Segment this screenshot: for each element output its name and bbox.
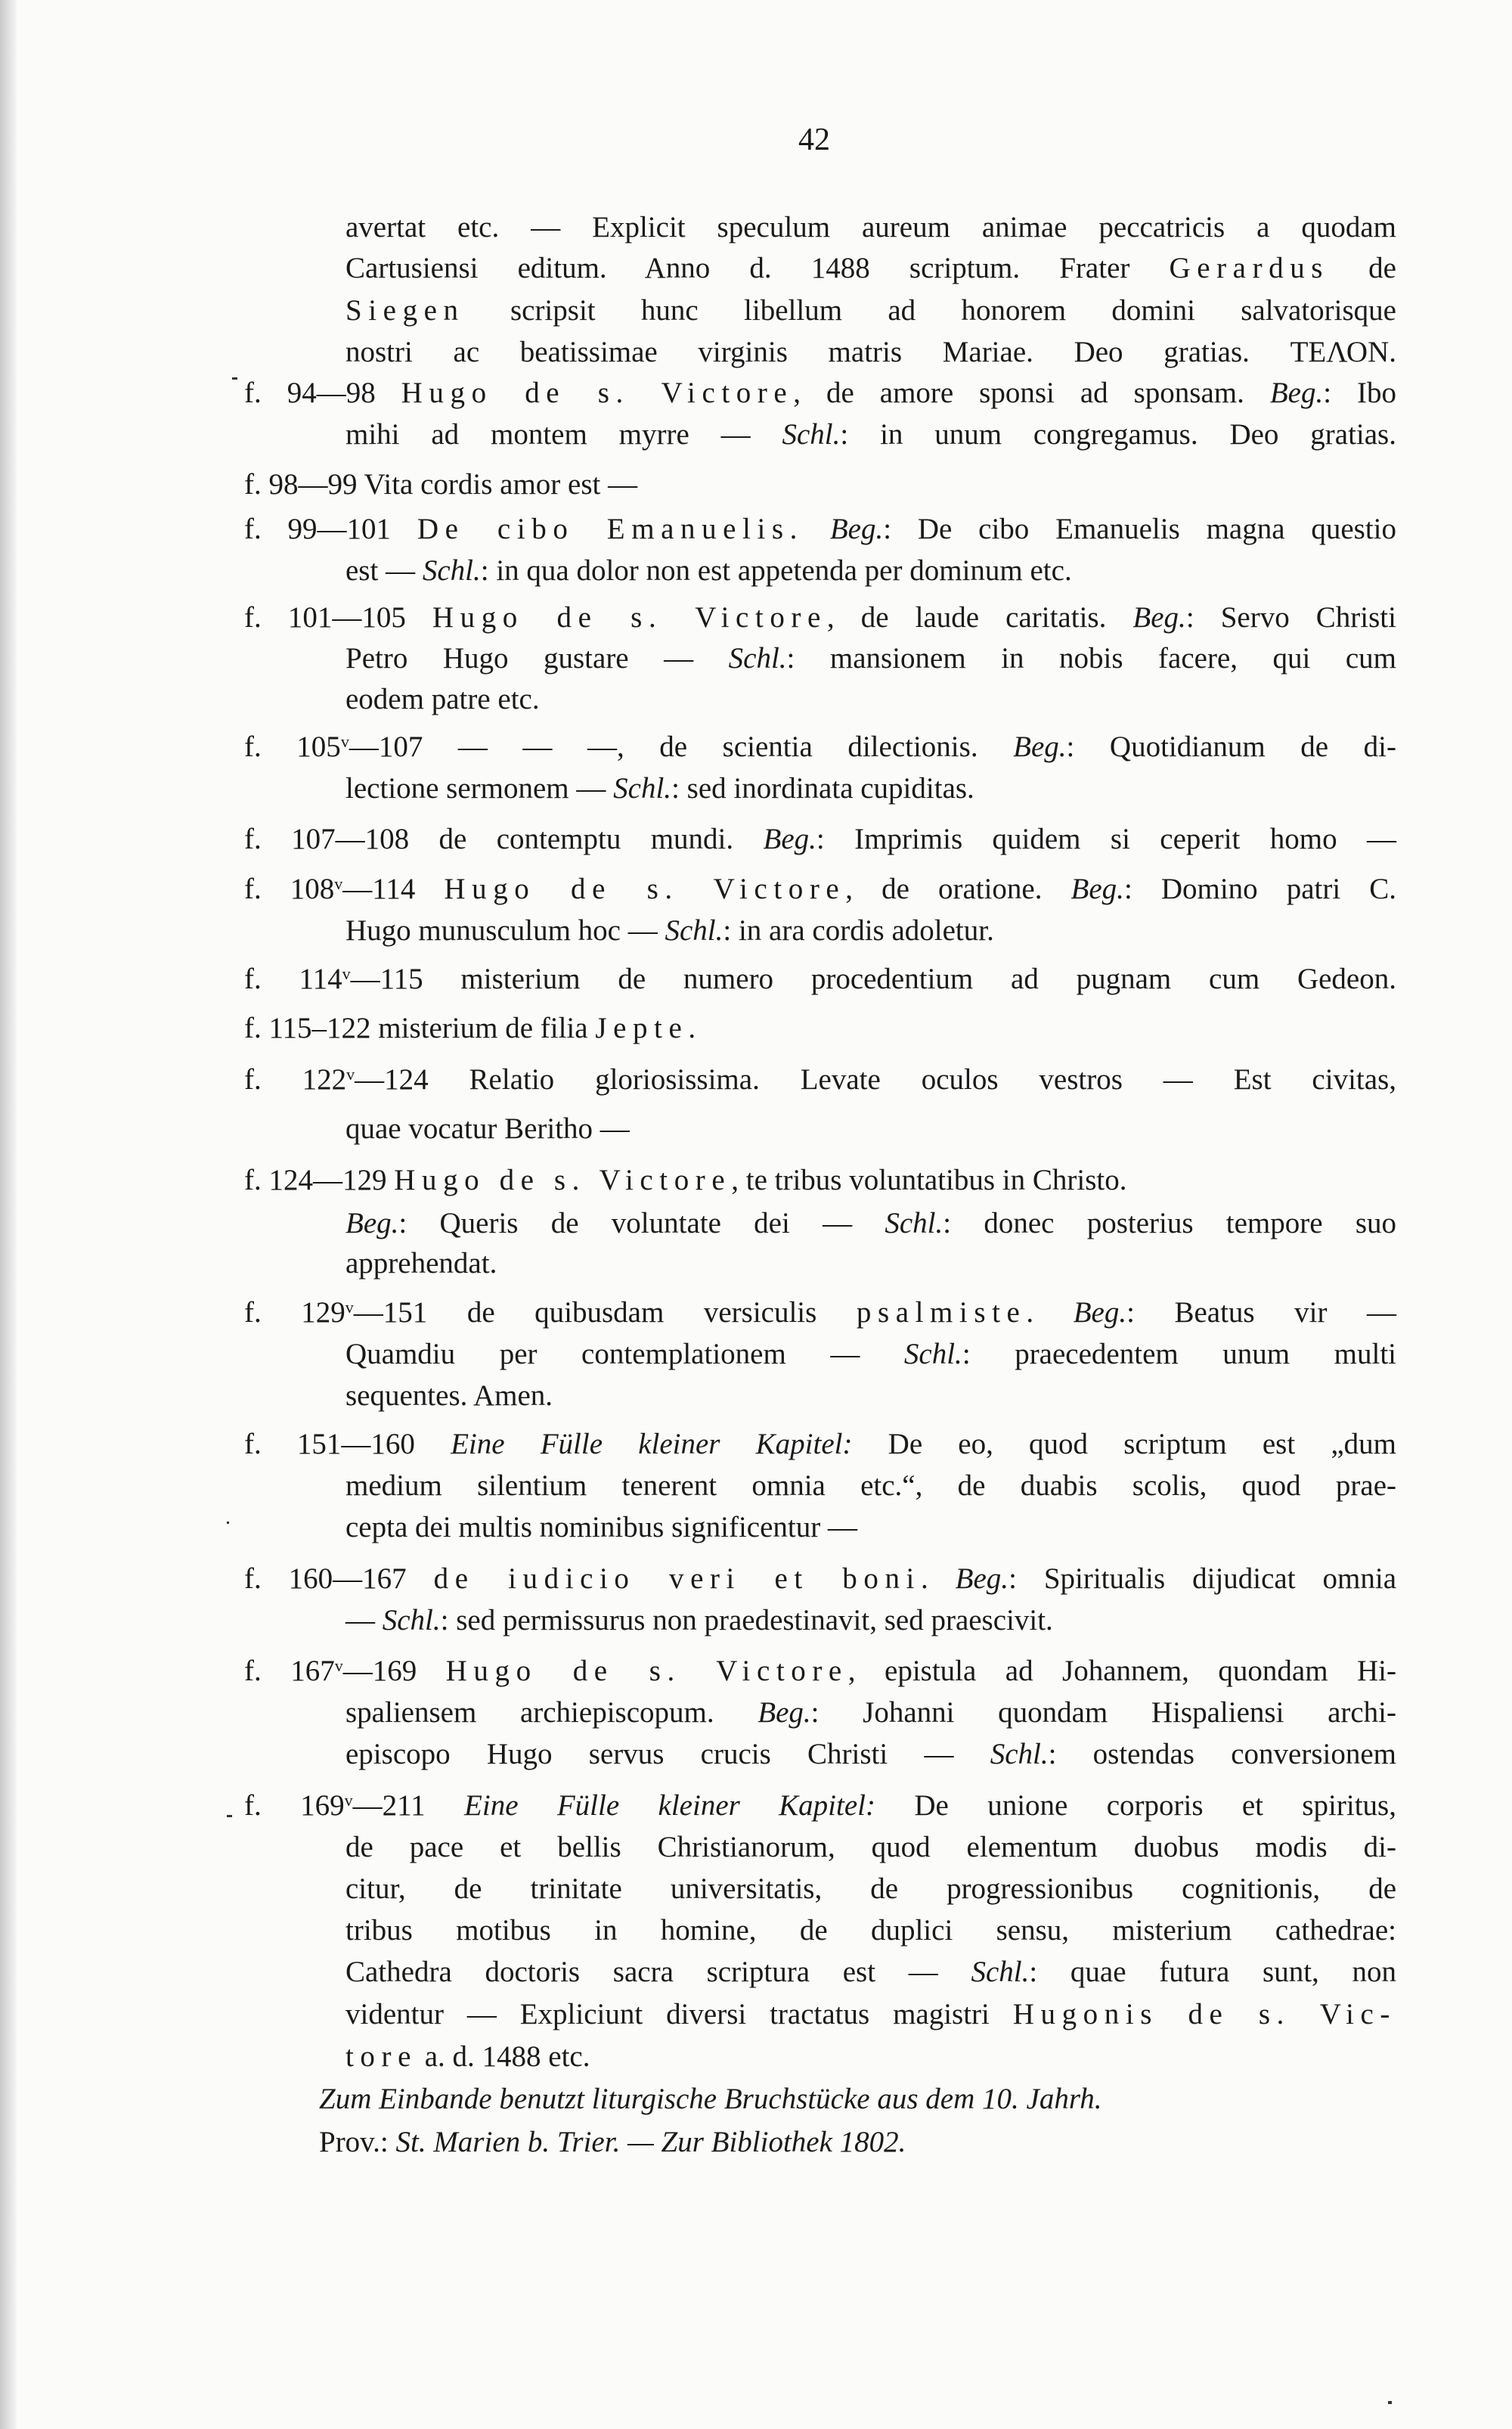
italic-abbreviation: Schl. (728, 642, 787, 675)
text-run: Quamdiu per contemplationem — (345, 1338, 904, 1370)
text-run: —211 (352, 1789, 465, 1822)
text-run: —115 misterium de numero procedentium ad pugnam cum Gedeon. (350, 963, 1396, 995)
text-run (804, 513, 830, 545)
text-run: : quae futura sunt, non (1029, 1956, 1396, 1988)
entry-first-line (244, 870, 1396, 909)
text-run: , de amore sponsi ad sponsam. (793, 377, 1270, 409)
entry-continuation-line (345, 291, 1396, 330)
text-run: : mansionem in nobis facere, qui cum (786, 642, 1397, 675)
text-run: tribus motibus in homine, de duplici sensu, misterium cathedrae: (345, 1914, 1396, 1947)
scan-speck (1388, 2401, 1392, 2404)
text-run: : sed permissurus non praedestinavit, sed praescivit. (440, 1604, 1053, 1636)
text-run: f. 101—105 (244, 601, 432, 634)
italic-abbreviation: Schl. (971, 1956, 1030, 1988)
text-run: : ostendas conversionem (1048, 1738, 1396, 1770)
entry-continuation-line (345, 911, 1396, 951)
text-run: : De cibo Emanuelis magna questio (883, 513, 1397, 545)
entry-continuation-line (345, 1376, 1396, 1416)
scan-speck (232, 377, 237, 380)
italic-abbreviation: Beg. (1132, 601, 1186, 634)
verso-mark: v (340, 732, 349, 751)
text-run: f. 124—129 (244, 1164, 395, 1196)
text-run: Cathedra doctoris sacra scriptura est — (345, 1956, 971, 1988)
text-run: . (1026, 1296, 1074, 1329)
entry-first-line (244, 960, 1396, 999)
entry-continuation-line (345, 1244, 1396, 1283)
entry-continuation-line (345, 1735, 1396, 1774)
text-run: Hugo munusculum hoc — (345, 914, 665, 947)
text-run: Cartusiensi editum. Anno d. 1488 scriptum. Frater (345, 252, 1170, 284)
entry-first-line (244, 820, 1396, 859)
entry-first-line (244, 510, 1396, 549)
spaced-name: psalmiste (856, 1296, 1027, 1329)
text-run: de pace et bellis Christianorum, quod elementum duobus modis di- (345, 1831, 1396, 1863)
text-run: : Johanni quondam Hispaliensi archi- (810, 1696, 1396, 1729)
text-run: f. 99—101 (244, 513, 417, 545)
entry-continuation-line (345, 415, 1396, 454)
italic-abbreviation: Schl. (903, 1338, 962, 1370)
spaced-name: De cibo Emanuelis. (417, 513, 804, 545)
entry-continuation-line (345, 1466, 1396, 1506)
entry-first-line (244, 1161, 1396, 1200)
text-run: De eo, quod scriptum est „dum (852, 1428, 1396, 1460)
text-run: medium silentium tenerent omnia etc.“, de duabis scolis, quod prae- (345, 1469, 1396, 1502)
text-run: . (920, 1562, 956, 1595)
verso-mark: v (334, 874, 343, 893)
text-run: sequentes. Amen. (345, 1379, 553, 1412)
text-run: : sed inordinata cupiditas. (671, 772, 974, 805)
text-run: eodem patre etc. (345, 683, 540, 715)
verso-mark: v (334, 1656, 343, 1675)
text-run: , te tribus voluntatibus in Christo. (731, 1164, 1127, 1196)
text-run: a. d. 1488 etc. (417, 2040, 590, 2073)
provenance-line (319, 2080, 1396, 2119)
entry-first-line (244, 465, 1396, 504)
spaced-name: Hugo de s. Victore (445, 1655, 848, 1687)
spaced-name: Hugo de s. Victore (444, 873, 846, 905)
text-run: f. 169 (244, 1789, 345, 1822)
entry-continuation-line (345, 208, 1396, 247)
entry-continuation-line (345, 1953, 1396, 1992)
text-run: f. 129 (244, 1296, 345, 1329)
text-run: f. 98—99 Vita cordis amor est — (244, 468, 638, 501)
text-run: : Spiritualis dijudicat omnia (1009, 1562, 1396, 1595)
text-run: f. 115–122 misterium de filia (244, 1012, 596, 1044)
text-run: —114 (342, 873, 445, 905)
text-run: : praecedentem unum multi (962, 1338, 1396, 1370)
entry-continuation-line (345, 249, 1396, 288)
italic-abbreviation: St. Marien b. Trier. — Zur Bibliothek 1802. (395, 2126, 906, 2158)
page-binding-edge (0, 0, 17, 2429)
entry-continuation-line (345, 1693, 1396, 1733)
text-run: : Imprimis quidem si ceperit homo — (816, 823, 1396, 855)
scan-speck (227, 1815, 232, 1817)
entry-continuation-line (345, 1995, 1396, 2034)
text-run: —169 (342, 1655, 446, 1687)
text-run: —124 Relatio gloriosissima. Levate oculos vestros — Est civitas, (355, 1063, 1396, 1096)
entry-first-line (244, 1293, 1396, 1332)
spaced-name: Jepte (595, 1012, 689, 1044)
verso-mark: v (346, 1065, 355, 1084)
text-run: f. 94—98 (244, 377, 401, 409)
text-run: f. 108 (244, 873, 335, 905)
italic-abbreviation: Schl. (782, 418, 841, 451)
italic-abbreviation: Schl. (613, 772, 672, 805)
provenance-line (319, 2123, 1396, 2162)
entry-first-line (244, 1652, 1396, 1691)
text-run: f. 160—167 (244, 1562, 434, 1595)
entry-continuation-line (345, 2037, 1396, 2077)
text-run: spaliensem archiepiscopum. (345, 1696, 758, 1729)
entry-continuation-line (345, 1204, 1396, 1243)
text-run: —151 de quibusdam versiculis (353, 1296, 857, 1329)
italic-abbreviation: Beg. (955, 1562, 1009, 1595)
text-run: : in qua dolor non est appetenda per dominum etc. (480, 554, 1072, 587)
spaced-name: tore (345, 2040, 417, 2073)
text-run: f. 105 (244, 731, 341, 763)
entry-first-line (244, 1786, 1396, 1826)
text-run: mihi ad montem myrre — (345, 418, 782, 451)
text-run: quae vocatur Beritho — (345, 1112, 630, 1145)
entry-continuation-line (345, 1508, 1396, 1547)
text-run: f. 151—160 (244, 1428, 451, 1460)
text-run: Prov.: (319, 2126, 396, 2158)
text-run: videntur — Expliciunt diversi tractatus magistri (345, 1998, 1013, 2030)
spaced-name: Siegen (345, 294, 465, 327)
entry-continuation-line (345, 1911, 1396, 1950)
italic-abbreviation: Schl. (422, 554, 481, 587)
verso-mark: v (344, 1791, 353, 1810)
italic-abbreviation: Schl. (665, 914, 723, 947)
italic-abbreviation: Beg. (763, 823, 816, 855)
verso-mark: v (345, 1298, 354, 1317)
text-run: episcopo Hugo servus crucis Christi — (345, 1738, 990, 1770)
text-run: : Domino patri C. (1123, 873, 1396, 905)
spaced-name: de iudicio veri et boni (433, 1562, 921, 1595)
entry-continuation-line (345, 1869, 1396, 1909)
italic-abbreviation: Eine Fülle kleiner Kapitel: (451, 1428, 853, 1460)
spaced-name: Hugonis de s. Vic- (1012, 1998, 1396, 2030)
text-run: : Ibo (1323, 377, 1396, 409)
italic-abbreviation: Schl. (990, 1738, 1049, 1770)
spaced-name: Hugo de s. Victore (432, 601, 827, 634)
text-run: , de laude caritatis. (826, 601, 1133, 634)
text-run: f. 114 (244, 963, 342, 995)
entry-first-line (244, 1559, 1396, 1599)
text-run: : Beatus vir — (1126, 1296, 1397, 1329)
text-run: apprehendat. (345, 1247, 497, 1280)
entry-continuation-line (345, 769, 1396, 808)
entry-continuation-line (345, 1109, 1396, 1149)
italic-abbreviation: Beg. (758, 1696, 811, 1729)
text-run: cepta dei multis nominibus significentur — (345, 1511, 857, 1543)
entry-first-line (244, 727, 1396, 767)
entry-continuation-line (345, 551, 1396, 591)
text-run: : Queris de voluntate dei — (398, 1207, 885, 1239)
text-run: —107 — — —, de scientia dilectionis. (349, 731, 1014, 763)
spaced-name: Hugo de s. Victore (394, 1164, 732, 1196)
text-run: : in ara cordis adoletur. (723, 914, 994, 947)
page-number: 42 (798, 123, 830, 157)
italic-abbreviation: Beg. (1070, 873, 1124, 905)
italic-abbreviation: Beg. (1269, 377, 1324, 409)
italic-abbreviation: Eine Fülle kleiner Kapitel: (464, 1789, 875, 1822)
text-run: , de oratione. (845, 873, 1071, 905)
italic-abbreviation: Schl. (382, 1604, 441, 1636)
text-run: : Quotidianum de di- (1066, 731, 1396, 763)
italic-abbreviation: Beg. (829, 513, 884, 545)
entry-first-line (244, 1009, 1396, 1048)
italic-abbreviation: Beg. (1013, 731, 1067, 763)
text-run: Petro Hugo gustare — (345, 642, 729, 675)
text-run: f. 167 (244, 1655, 335, 1687)
entry-continuation-line (345, 1601, 1396, 1640)
entry-first-line (244, 1060, 1396, 1100)
text-run: : Servo Christi (1185, 601, 1396, 634)
text-run: : donec posterius tempore suo (943, 1207, 1396, 1239)
text-run: nostri ac beatissimae virginis matris Mariae. Deo gratias. ΤΕΛΟΝ. (345, 336, 1396, 368)
text-run: . (688, 1012, 696, 1044)
text-run: f. 122 (244, 1063, 347, 1096)
entry-first-line (244, 1425, 1396, 1464)
text-run: avertat etc. — Explicit speculum aureum animae peccatricis a quodam (345, 211, 1396, 244)
entry-continuation-line (345, 1828, 1396, 1867)
entry-continuation-line (345, 680, 1396, 719)
text-run: — (345, 1604, 383, 1636)
text-run: est — (345, 554, 423, 587)
text-run: De unione corporis et spiritus, (875, 1789, 1396, 1822)
entry-continuation-line (345, 333, 1396, 372)
verso-mark: v (342, 964, 351, 983)
entry-continuation-line (345, 639, 1396, 678)
text-run: lectione sermonem — (345, 772, 614, 805)
text-run: citur, de trinitate universitatis, de progressionibus cognitionis, de (345, 1872, 1396, 1905)
text-run: de (1329, 252, 1396, 284)
text-run: scripsit hunc libellum ad honorem domini salvatorisque (464, 294, 1396, 327)
entry-first-line (244, 598, 1396, 637)
italic-abbreviation: Zum Einbande benutzt liturgische Bruchstücke aus dem 10. Jahrh. (319, 2083, 1102, 2115)
spaced-name: Hugo de s. Victore (401, 377, 794, 409)
spaced-name: Gerardus (1169, 252, 1330, 284)
entry-continuation-line (345, 1335, 1396, 1374)
text-run: , epistula ad Johannem, quondam Hi- (847, 1655, 1396, 1687)
text-run: f. 107—108 de contemptu mundi. (244, 823, 764, 855)
italic-abbreviation: Schl. (885, 1207, 943, 1239)
entry-first-line (244, 374, 1396, 413)
scan-speck (227, 1522, 229, 1524)
text-run: : in unum congregamus. Deo gratias. (840, 418, 1396, 451)
italic-abbreviation: Beg. (345, 1207, 399, 1239)
italic-abbreviation: Beg. (1073, 1296, 1127, 1329)
